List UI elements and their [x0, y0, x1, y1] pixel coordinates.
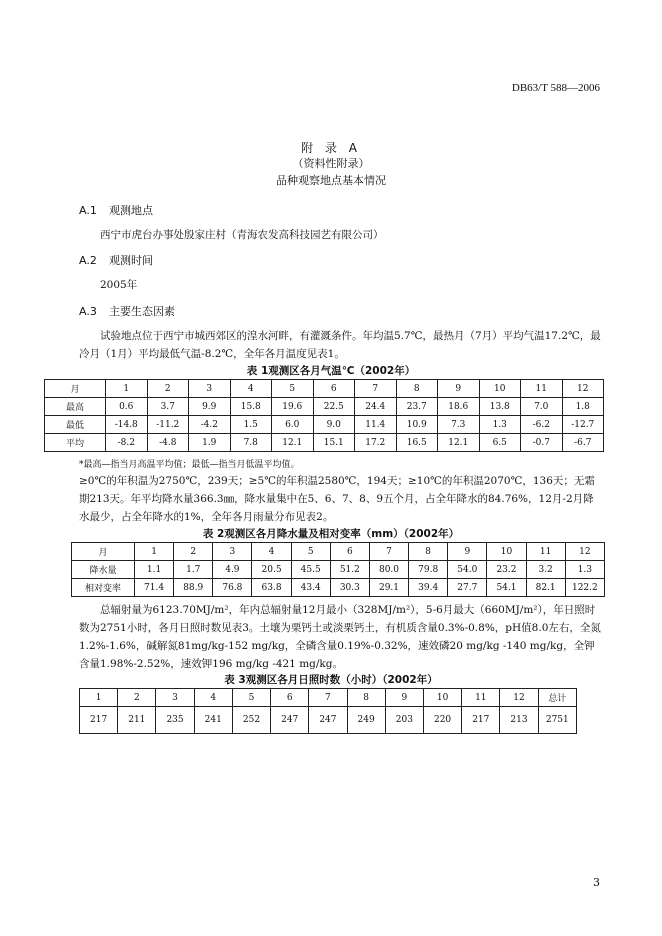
- header-cell: 7: [355, 380, 397, 398]
- table-cell: 213: [500, 707, 538, 734]
- temperature-table: [44, 379, 604, 452]
- ecology-paragraph: 试验地点位于西宁市城西郊区的湟水河畔，有灌溉条件。年均温5.7℃，最热月（7月）平均气温17.2℃，最冷月（1月）平均最低气温-8.2℃，全年各月温度见表1。: [79, 330, 601, 360]
- header-cell: 月: [72, 543, 135, 561]
- table-cell: 54.0: [448, 561, 487, 579]
- table-cell: 71.4: [135, 579, 174, 597]
- radiation-paragraph: 总辐射量为6123.70MJ/m²，年内总辐射量12月最小（328MJ/m²），5-6月最大（660MJ/m²），年日照时数为2751小时，各月日照时数见表3。土壤为栗钙土或淡栗钙土，有机质含量0.3%-0.8%，pH值8.0左右，全氮1.2%-1.6%，碱解氮81mg/kg-152 mg/kg，全磷含量0.19%-0.32%，速效磷20 mg/kg -140 mg/kg，全钾含量1.98%-2.52%，速效钾196 mg/kg -421 mg/kg。: [79, 604, 601, 670]
- section-number: A.2: [79, 254, 97, 267]
- table-cell: 24.4: [355, 398, 397, 416]
- table-cell: 9.9: [189, 398, 231, 416]
- header-cell: 11: [462, 689, 500, 707]
- header-cell: 8: [396, 380, 438, 398]
- section-a1-heading: [79, 202, 153, 218]
- header-cell: 6: [330, 543, 369, 561]
- table-cell: 1.5: [230, 416, 272, 434]
- table-cell: 最低: [45, 416, 106, 434]
- header-cell: 10: [479, 380, 521, 398]
- section-title: 主要生态因素: [109, 305, 175, 318]
- table-cell: 82.1: [526, 579, 565, 597]
- table-cell: 247: [271, 707, 309, 734]
- table-cell: 18.6: [438, 398, 480, 416]
- appendix-subtitle: 品种观察地点基本情况: [276, 174, 386, 187]
- header-cell: 8: [347, 689, 385, 707]
- table-cell: 7.0: [521, 398, 563, 416]
- table-cell: 9.0: [313, 416, 355, 434]
- table-cell: 6.0: [272, 416, 314, 434]
- table-cell: 3.2: [526, 561, 565, 579]
- table-cell: 15.1: [313, 434, 355, 452]
- table-cell: 相对变率: [72, 579, 135, 597]
- section-title: 观测地点: [109, 204, 153, 217]
- table-cell: 23.7: [396, 398, 438, 416]
- table-row: [45, 398, 604, 416]
- header-cell: 总计: [538, 689, 576, 707]
- table-cell: -4.8: [147, 434, 189, 452]
- table-cell: 1.7: [174, 561, 213, 579]
- table-cell: 2751: [538, 707, 576, 734]
- header-cell: 5: [291, 543, 330, 561]
- precipitation-paragraph: ≥0℃的年积温为2750℃，239天；≥5℃的年积温2580℃，194天；≥10℃的年积温2070℃，136天；无霜期213天。年平均降水量366.3㎜，降水量集中在5、6、7、8、9五个月，占全年降水的84.76%，12月-2月降水最少，占全年降水的1%，全年各月雨量分布见表2。: [79, 475, 595, 523]
- location-text: 西宁市虎台办事处殷家庄村（青海农发高科技园艺有限公司）: [100, 229, 384, 241]
- precipitation-table: [71, 542, 605, 597]
- table-cell: 最高: [45, 398, 106, 416]
- page-number: 3: [593, 876, 600, 889]
- header-cell: 1: [135, 543, 174, 561]
- header-cell: 6: [271, 689, 309, 707]
- section-a2-heading: [79, 252, 153, 268]
- table-cell: 15.8: [230, 398, 272, 416]
- table-row: [72, 561, 605, 579]
- table-cell: 27.7: [448, 579, 487, 597]
- header-cell: 2: [118, 689, 156, 707]
- table-cell: 122.2: [565, 579, 604, 597]
- table-cell: -6.7: [562, 434, 604, 452]
- header-cell: 7: [309, 689, 347, 707]
- table-cell: 1.3: [479, 416, 521, 434]
- table-cell: 80.0: [369, 561, 408, 579]
- table-cell: 19.6: [272, 398, 314, 416]
- table-cell: 降水量: [72, 561, 135, 579]
- header-cell: 6: [313, 380, 355, 398]
- table-cell: 1.1: [135, 561, 174, 579]
- header-cell: 11: [521, 380, 563, 398]
- table-cell: 79.8: [409, 561, 448, 579]
- table-cell: 249: [347, 707, 385, 734]
- table-cell: 10.9: [396, 416, 438, 434]
- table-cell: 23.2: [487, 561, 526, 579]
- table3-caption: 表 3观测区各月日照时数（小时）（2002年）: [224, 674, 438, 686]
- header-cell: 2: [147, 380, 189, 398]
- table-header-row: [80, 689, 577, 707]
- header-cell: 3: [156, 689, 194, 707]
- table-cell: 11.4: [355, 416, 397, 434]
- table-cell: 217: [462, 707, 500, 734]
- table-cell: 252: [232, 707, 270, 734]
- table1-caption: 表 1观测区各月气温℃（2002年）: [246, 365, 416, 377]
- section-title: 观测时间: [109, 254, 153, 267]
- sunshine-table: [79, 688, 577, 734]
- header-cell: 1: [106, 380, 148, 398]
- header-cell: 8: [409, 543, 448, 561]
- header-cell: 4: [230, 380, 272, 398]
- table-cell: 13.8: [479, 398, 521, 416]
- table-cell: -6.2: [521, 416, 563, 434]
- table-cell: 20.5: [252, 561, 291, 579]
- table-cell: 0.6: [106, 398, 148, 416]
- header-cell: 12: [565, 543, 604, 561]
- table-cell: 217: [80, 707, 118, 734]
- table-row: [72, 579, 605, 597]
- table-cell: -8.2: [106, 434, 148, 452]
- table-cell: 17.2: [355, 434, 397, 452]
- time-text: 2005年: [100, 279, 138, 291]
- table-row: [45, 416, 604, 434]
- header-cell: 1: [80, 689, 118, 707]
- header-cell: 9: [448, 543, 487, 561]
- appendix-type: （资料性附录）: [292, 157, 370, 170]
- header-cell: 2: [174, 543, 213, 561]
- table-cell: 7.3: [438, 416, 480, 434]
- table-cell: 29.1: [369, 579, 408, 597]
- table-cell: 1.8: [562, 398, 604, 416]
- header-cell: 11: [526, 543, 565, 561]
- header-cell: 3: [213, 543, 252, 561]
- table-cell: 7.8: [230, 434, 272, 452]
- header-cell: 12: [562, 380, 604, 398]
- standard-code: DB63/T 588—2006: [511, 82, 600, 94]
- table-cell: -4.2: [189, 416, 231, 434]
- table-row: [45, 434, 604, 452]
- table-cell: 203: [385, 707, 423, 734]
- header-cell: 12: [500, 689, 538, 707]
- table-header-row: [72, 543, 605, 561]
- table-cell: 1.9: [189, 434, 231, 452]
- table-cell: 平均: [45, 434, 106, 452]
- table-cell: 39.4: [409, 579, 448, 597]
- table-cell: -12.7: [562, 416, 604, 434]
- table-cell: 247: [309, 707, 347, 734]
- section-a3-heading: [79, 303, 175, 319]
- header-cell: 月: [45, 380, 106, 398]
- table-header-row: [45, 380, 604, 398]
- table-cell: 51.2: [330, 561, 369, 579]
- table-cell: -11.2: [147, 416, 189, 434]
- table-cell: 88.9: [174, 579, 213, 597]
- appendix-title: 附 录 A: [301, 141, 361, 155]
- section-number: A.1: [79, 204, 97, 217]
- table-cell: -14.8: [106, 416, 148, 434]
- header-cell: 10: [487, 543, 526, 561]
- table-cell: 54.1: [487, 579, 526, 597]
- header-cell: 5: [232, 689, 270, 707]
- header-cell: 9: [438, 380, 480, 398]
- table-cell: 76.8: [213, 579, 252, 597]
- header-cell: 7: [369, 543, 408, 561]
- table-cell: 63.8: [252, 579, 291, 597]
- header-cell: 4: [194, 689, 232, 707]
- table-cell: 12.1: [272, 434, 314, 452]
- header-cell: 4: [252, 543, 291, 561]
- table-cell: 235: [156, 707, 194, 734]
- table-cell: 6.5: [479, 434, 521, 452]
- header-cell: 10: [423, 689, 461, 707]
- table-row: [80, 707, 577, 734]
- table-cell: 16.5: [396, 434, 438, 452]
- table2-caption: 表 2观测区各月降水量及相对变率（mm）（2002年）: [202, 528, 460, 540]
- table-cell: 45.5: [291, 561, 330, 579]
- table1-note: *最高—指当月高温平均值；最低—指当月低温平均值。: [79, 460, 300, 470]
- table-cell: 211: [118, 707, 156, 734]
- header-cell: 5: [272, 380, 314, 398]
- table-cell: 30.3: [330, 579, 369, 597]
- header-cell: 3: [189, 380, 231, 398]
- table-cell: 220: [423, 707, 461, 734]
- table-cell: 1.3: [565, 561, 604, 579]
- table-cell: 241: [194, 707, 232, 734]
- table-cell: 12.1: [438, 434, 480, 452]
- section-number: A.3: [79, 305, 97, 318]
- table-cell: 3.7: [147, 398, 189, 416]
- table-cell: 4.9: [213, 561, 252, 579]
- table-cell: -0.7: [521, 434, 563, 452]
- table-cell: 22.5: [313, 398, 355, 416]
- table-cell: 43.4: [291, 579, 330, 597]
- header-cell: 9: [385, 689, 423, 707]
